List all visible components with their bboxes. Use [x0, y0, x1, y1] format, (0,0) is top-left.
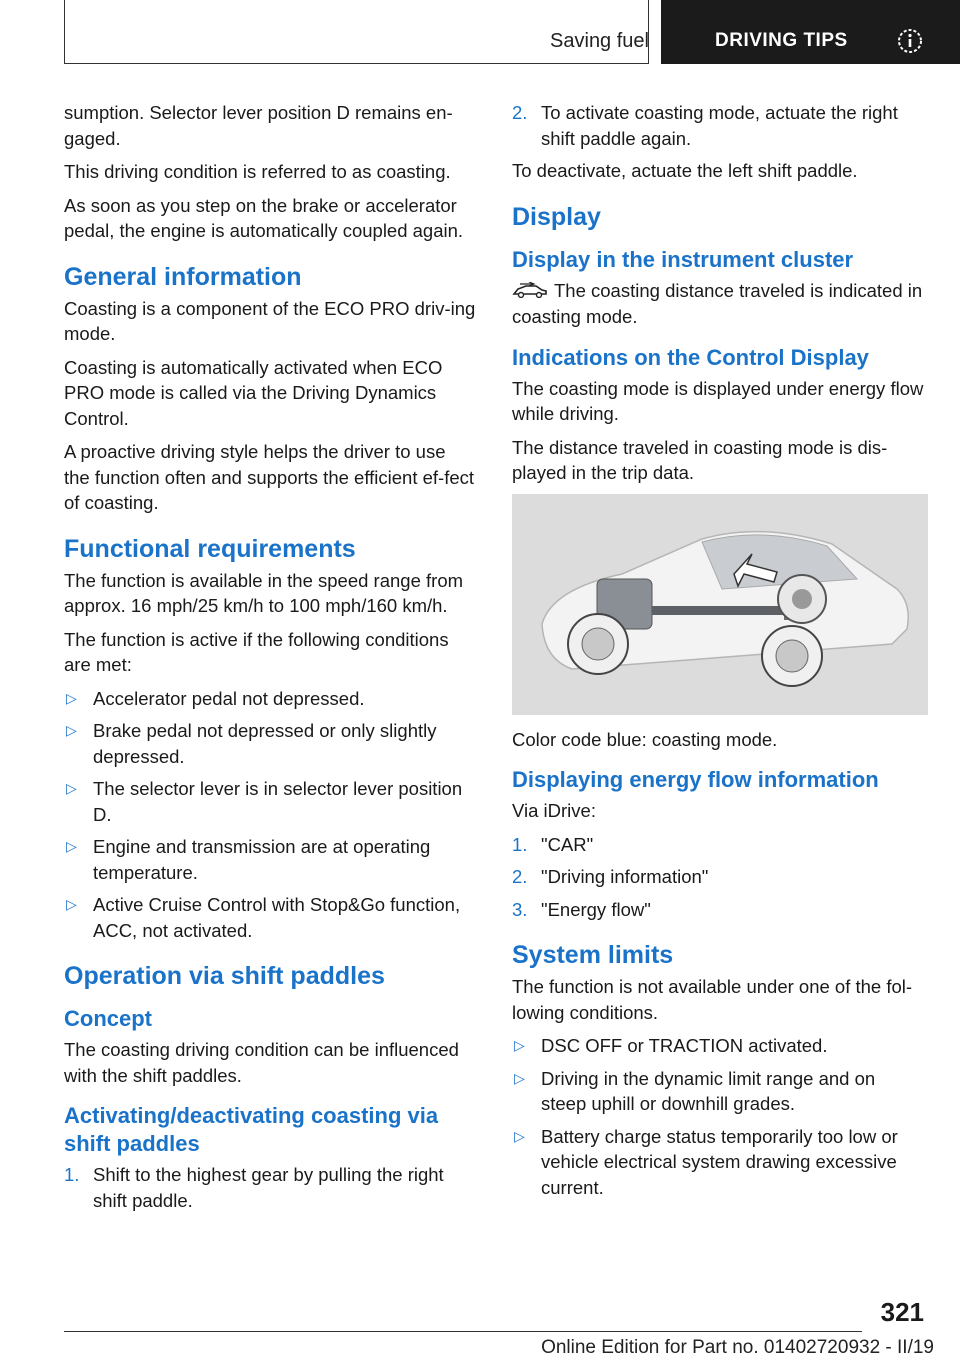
list-item: 1. Shift to the highest gear by pulling the right shift paddle. — [64, 1164, 444, 1211]
paragraph: sumption. Selector lever position D remains en‐gaged. — [64, 102, 453, 149]
limits-list — [512, 1033, 924, 1200]
heading-instrument-cluster: Display in the instrument cluster — [512, 246, 854, 272]
paragraph: The function is available in the speed range from approx. 16 mph/25 km/h to 100 mph/160 km/h. — [64, 569, 464, 616]
header-chapter-tab — [661, 0, 960, 64]
heading-functional-requirements: Functional requirements — [64, 534, 356, 563]
steps-list — [64, 1162, 476, 1213]
steps-list — [512, 100, 924, 151]
list-item: 2. "Driving information" — [512, 866, 709, 888]
list-item: ▷ Driving in the dynamic limit range and on steep uphill or downhill grades. — [514, 1067, 876, 1115]
heading-display: Display — [512, 202, 601, 231]
footer-divider — [64, 1331, 862, 1332]
paragraph: Coasting is automatically activated when ECO PRO mode is called via the Driving Dynamics Control. — [64, 356, 443, 429]
heading-system-limits: System limits — [512, 941, 674, 970]
list-item: ▷ Accelerator pedal not depressed. — [64, 686, 476, 712]
triangle-bullet-icon: ▷ — [66, 780, 77, 796]
heading-operation-shift-paddles: Operation via shift paddles — [64, 962, 385, 990]
header-chapter-title: DRIVING TIPS — [715, 30, 848, 51]
list-item: 1. "CAR" — [512, 833, 594, 855]
list-item: ▷ Battery charge status temporarily too low or vehicle electrical system drawing excessive current. — [514, 1125, 898, 1198]
left-column — [64, 100, 476, 1220]
coasting-car-icon — [512, 279, 548, 305]
triangle-bullet-icon: ▷ — [66, 689, 77, 706]
idrive-steps-list — [512, 832, 924, 923]
heading-activating-coasting: Activating/deactivating coasting via shift paddles — [64, 1103, 439, 1156]
heading-concept: Concept — [64, 1006, 152, 1031]
right-column — [512, 100, 924, 1207]
paragraph: The distance traveled in coasting mode is dis‐played in the trip data. — [512, 436, 888, 484]
footer-edition: Online Edition for Part no. 01402720932 - II/19 — [541, 1337, 934, 1358]
paragraph: Coasting is a component of the ECO PRO driv‐ing mode. — [64, 297, 476, 344]
paragraph: The function is not available under one of the fol‐lowing conditions. — [512, 976, 913, 1023]
paragraph: This driving condition is referred to as coasting. — [64, 161, 451, 182]
list-item: ▷ Engine and transmission are at operating temperature. — [66, 836, 431, 883]
list-item: ▷ DSC OFF or TRACTION activated. — [512, 1033, 924, 1059]
paragraph: The coasting driving condition can be influenced with the shift paddles. — [64, 1039, 459, 1086]
triangle-bullet-icon: ▷ — [514, 1037, 525, 1054]
list-item: 3. "Energy flow" — [512, 898, 651, 920]
triangle-bullet-icon: ▷ — [66, 722, 77, 738]
header-section-title: Saving fuel — [550, 30, 649, 52]
paragraph: The function is active if the following conditions are met: — [64, 628, 449, 675]
triangle-bullet-icon: ▷ — [66, 838, 77, 854]
paragraph: The coasting mode is displayed under energy flow while driving. — [512, 377, 924, 425]
coasting-energy-flow-image — [512, 494, 928, 715]
info-icon — [897, 28, 923, 59]
paragraph: Via iDrive: — [512, 800, 596, 822]
heading-general-information: General information — [64, 262, 302, 291]
list-item: ▷ Brake pedal not depressed or only slightly depressed. — [66, 720, 437, 767]
paragraph: To deactivate, actuate the left shift paddle. — [512, 160, 858, 181]
page-number: 321 — [880, 1297, 924, 1327]
list-item: ▷ Active Cruise Control with Stop&Go function, ACC, not activated. — [66, 894, 461, 941]
list-item: 2. To activate coasting mode, actuate the right shift paddle again. — [512, 102, 898, 149]
figure-caption: Color code blue: coasting mode. — [512, 728, 778, 750]
heading-energy-flow: Displaying energy flow information — [512, 767, 879, 793]
paragraph: As soon as you step on the brake or accelerator pedal, the engine is automatically coupled again. — [64, 194, 464, 241]
paragraph: A proactive driving style helps the driver to use the function often and supports the efficient ef‐fect of coasting. — [64, 441, 475, 513]
paragraph: The coasting distance traveled is indicated in coasting mode. — [512, 279, 923, 328]
triangle-bullet-icon: ▷ — [66, 896, 77, 912]
triangle-bullet-icon: ▷ — [514, 1069, 525, 1086]
list-item: ▷ The selector lever is in selector lever position D. — [66, 778, 463, 825]
conditions-list — [64, 686, 476, 944]
triangle-bullet-icon: ▷ — [514, 1127, 525, 1144]
heading-control-display: Indications on the Control Display — [512, 344, 869, 370]
